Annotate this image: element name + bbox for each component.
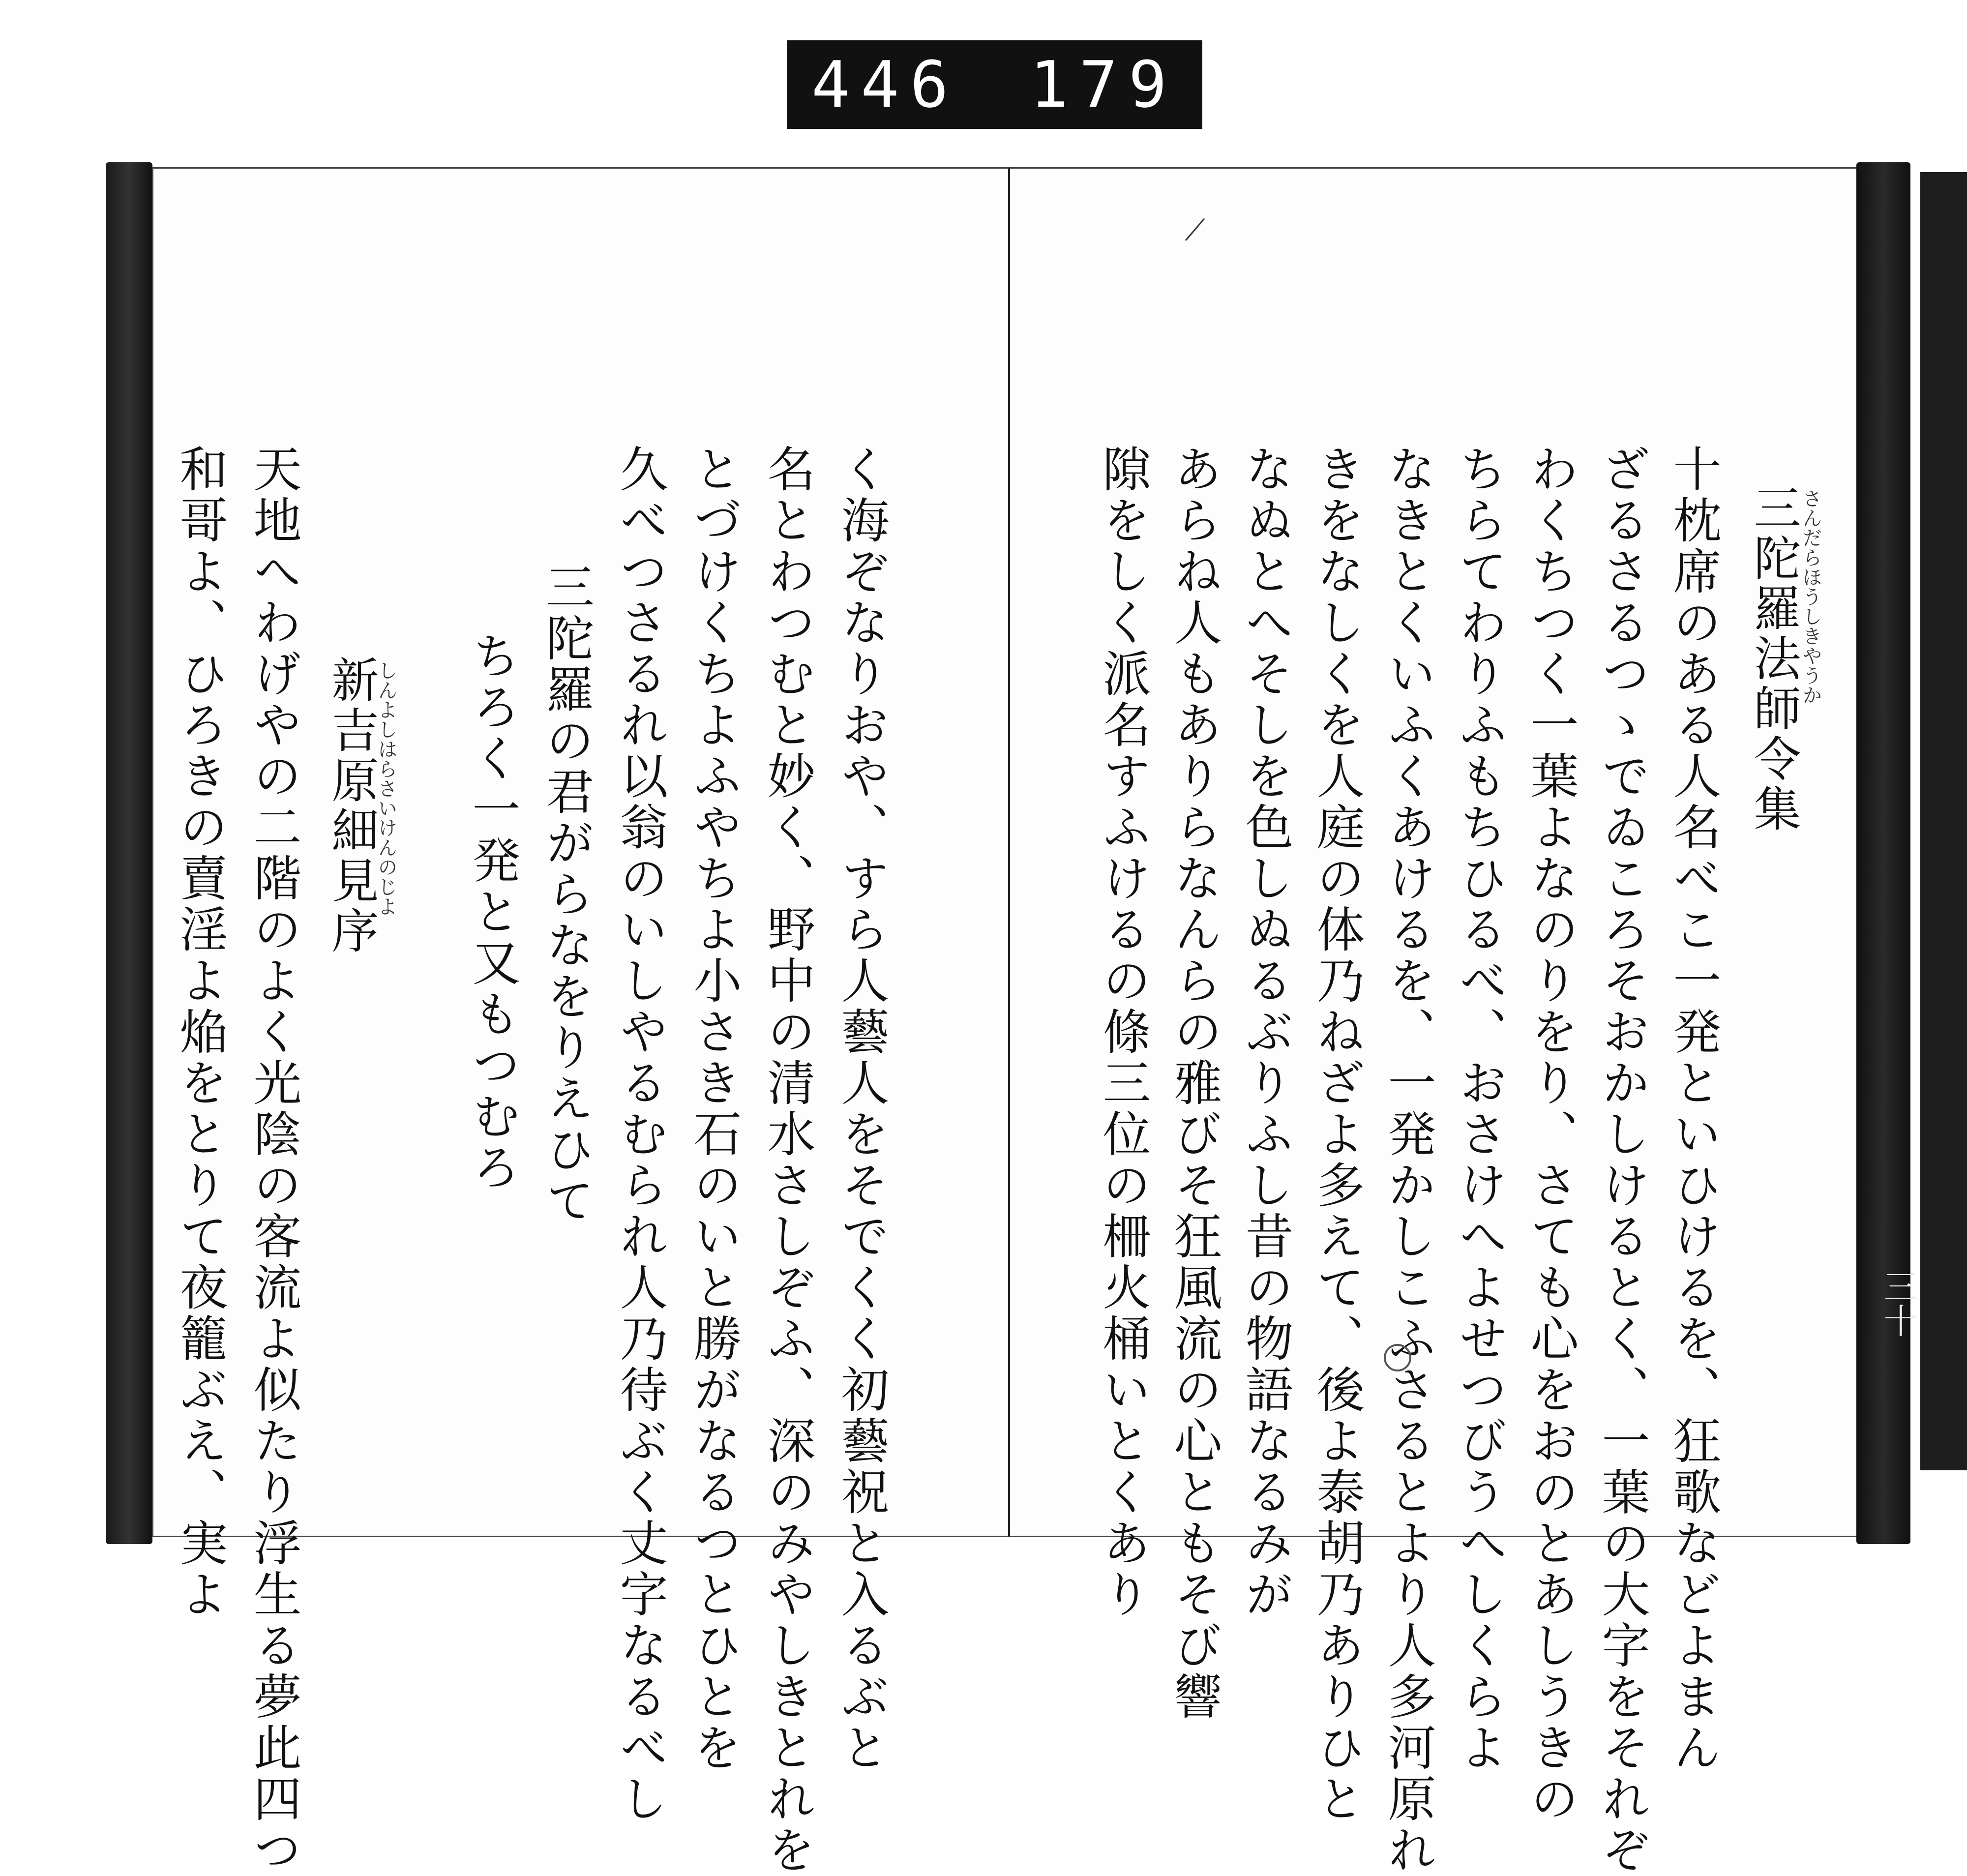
right-page-heading: 三陀羅法師令集 [1746, 483, 1801, 834]
right-page-column-4: ちらてわりふもちひるべ、おさけへよせつびうへしくらよ [1451, 444, 1507, 1774]
right-page-column-5: なきとくいふくあけるを、一発かしこふさるとより人多河原れ [1380, 444, 1436, 1876]
left-page-column-5: 三陀羅の君がらなをりえひて [538, 562, 594, 1227]
right-page [1008, 167, 1859, 1876]
right-page-column-9: 隙をしく派名すふけるの條三位の柵火桶いとくあり [1095, 444, 1151, 1620]
left-page-column-6: ちろく一発と又もつむろ [464, 631, 520, 1193]
archive-number-left: 446 [811, 47, 959, 122]
left-page [152, 167, 1009, 1876]
left-page-column-4: 久べつさるれ以翁のいしやるむられ人乃待ぶく丈字なるべし [612, 444, 668, 1825]
open-book [106, 162, 1967, 1876]
book-cover-edge [1920, 172, 1967, 1470]
right-page-column-7: なぬとへそしを色しぬるぶりふし昔の物語なるみが [1237, 444, 1293, 1620]
right-page-column-3: わくちつく一葉よなのりをり、さても心をおのとあしうきの [1522, 444, 1579, 1825]
right-page-column-1: 十枕席のある人名べこ一発といひけるを、狂歌などよまん [1665, 444, 1721, 1774]
archive-label [787, 40, 1202, 129]
book-edge-left [106, 162, 152, 1544]
right-page-heading-ruby: さんだらほうしきやうか [1799, 488, 1822, 705]
margin-mark: ⟋ [1185, 213, 1205, 247]
left-page-heading-ruby: しんよしはらさいけんのじよ [375, 660, 397, 916]
left-page-heading: 新吉原細見序 [324, 655, 379, 956]
right-page-column-6: きをなしくを人庭の体乃ねざよ多えて、後よ泰胡乃ありひと [1309, 444, 1365, 1825]
ink-blot [1384, 1344, 1411, 1371]
left-page-column-3: とづけくちよふやちよ小さき石のいと勝がなるつとひとを [685, 444, 742, 1774]
left-page-column-1: く海ぞなりおや、すら人藝人をそでくく初藝祝と入るぶと [833, 444, 889, 1774]
left-page-column-8: 和哥よ、ひろきの賣淫よ焔をとりて夜籠ぶえ、実よ [172, 444, 228, 1620]
left-page-column-2: 名とわつむと妙く、野中の清水さしぞふ、深のみやしきとれを [759, 444, 815, 1876]
archive-number-right: 179 [1030, 47, 1178, 122]
right-page-column-8: あらね人もありらなんらの雅びそ狂風流の心ともそび響 [1166, 444, 1222, 1723]
left-page-column-7: 天地へわげやの二階のよく光陰の客流よ似たり浮生る夢此四つ [245, 444, 301, 1876]
folio-number: 三十 [1878, 1269, 1918, 1338]
right-page-column-2: ざるさるつゝでゐころそおかしけるとく、一葉の大字をそれぞ [1594, 444, 1650, 1876]
